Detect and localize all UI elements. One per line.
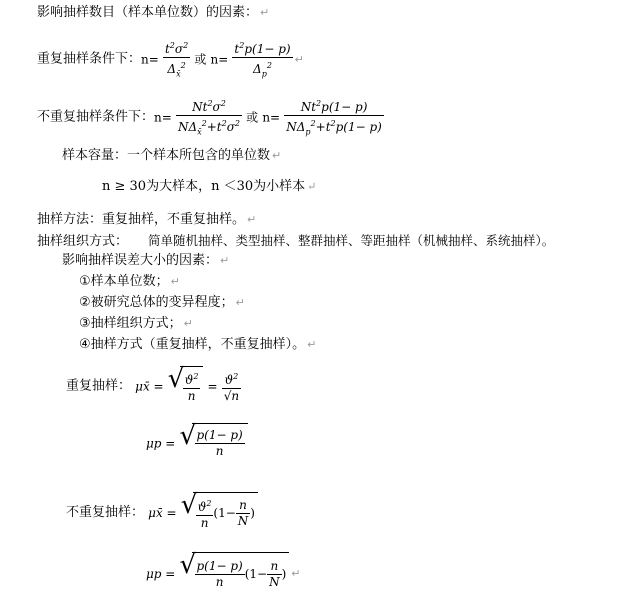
paragraph-mark-icon: ↵	[170, 275, 180, 288]
repeat-sample-size-formula: 重复抽样条件下：n= $\frac{t^2\sigma^2}{\Delta_{x̄}^2}$ 或 n= $\frac{t^2p(1- p)}{\Delta_p^2}$ ↵	[37, 38, 304, 81]
paragraph-mark-icon: ↵	[307, 338, 317, 351]
nonrepeat-error-proportion-formula: μp = √ $\frac{p(1- p)}{n}$ (1− $\frac{n}{N}$ ) ↵	[146, 552, 301, 596]
sampling-organization: 抽样组织方式： 简单随机抽样、类型抽样、整群抽样、等距抽样（机械抽样、系统抽样）。	[37, 233, 555, 249]
factor-item: ④抽样方式（重复抽样，不重复抽样）。 ↵	[79, 337, 317, 352]
sample-size-rule: n ≥ 30为大样本，n ＜30为小样本 ↵	[102, 179, 317, 194]
error-factors-title: 影响抽样误差大小的因素： ↵	[62, 253, 230, 268]
nonrepeat-error-mean-formula: 不重复抽样： μx̄ = √ $\frac{ϑ^2}{n}$ (1− $\frac{n}{N}$ )	[66, 492, 258, 534]
factor-item: ③抽样组织方式； ↵	[79, 316, 193, 331]
fraction-mean: $\frac{Nt^2\sigma^2}{N\Delta_{x̄}^2+t^2\sigma^2}$	[176, 96, 242, 139]
fraction-proportion: $\frac{t^2p(1- p)}{\Delta_p^2}$	[232, 38, 292, 81]
paragraph-mark-icon: ↵	[247, 213, 257, 226]
sqrt-sign: √ $\frac{p(1- p)}{n}$ (1− $\frac{n}{N}$ )	[180, 552, 290, 596]
factor-item: ①样本单位数； ↵	[79, 274, 180, 289]
fraction-proportion: $\frac{Nt^2p(1- p)}{N\Delta_p^2+t^2p(1- p)}$	[284, 96, 384, 139]
section-title: 影响抽样数目（样本单位数）的因素： ↵	[37, 5, 270, 20]
sample-capacity: 样本容量：一个样本所包含的单位数 ↵	[62, 148, 282, 163]
repeat-error-mean-formula: 重复抽样： μx̄ = √ $\frac{ϑ^2}{n}$ = $\frac{ϑ^2}{√n}$	[66, 366, 241, 407]
paragraph-mark-icon: ↵	[272, 149, 282, 162]
repeat-error-proportion-formula: μp = √ $\frac{p(1- p)}{n}$	[146, 423, 248, 464]
factor-item: ②被研究总体的变异程度； ↵	[79, 295, 245, 310]
paragraph-mark-icon: ↵	[235, 296, 245, 309]
sqrt-sign: √ $\frac{ϑ^2}{n}$ (1− $\frac{n}{N}$ )	[181, 492, 258, 534]
paragraph-mark-icon: ↵	[220, 254, 230, 267]
sqrt-sign: √ $\frac{ϑ^2}{n}$	[168, 366, 204, 407]
paragraph-mark-icon: ↵	[183, 317, 193, 330]
paragraph-mark-icon: ↵	[260, 6, 270, 19]
paragraph-mark-icon: ↵	[291, 567, 301, 581]
fraction-mean: $\frac{t^2\sigma^2}{\Delta_{x̄}^2}$	[163, 38, 190, 81]
sqrt-sign: √ $\frac{p(1- p)}{n}$	[180, 423, 248, 464]
nonrepeat-sample-size-formula: 不重复抽样条件下：n= $\frac{Nt^2\sigma^2}{N\Delta_{x̄}^2+t^2\sigma^2}$ 或 n= $\frac{Nt^2p(1- p)}{N\Delta_p^2+t^2p(1- p)}$	[37, 96, 384, 139]
sampling-method: 抽样方法：重复抽样，不重复抽样。 ↵	[37, 212, 257, 227]
fraction: $\frac{ϑ^2}{√n}$	[223, 372, 240, 403]
paragraph-mark-icon: ↵	[307, 180, 317, 193]
paragraph-mark-icon: ↵	[294, 53, 304, 67]
